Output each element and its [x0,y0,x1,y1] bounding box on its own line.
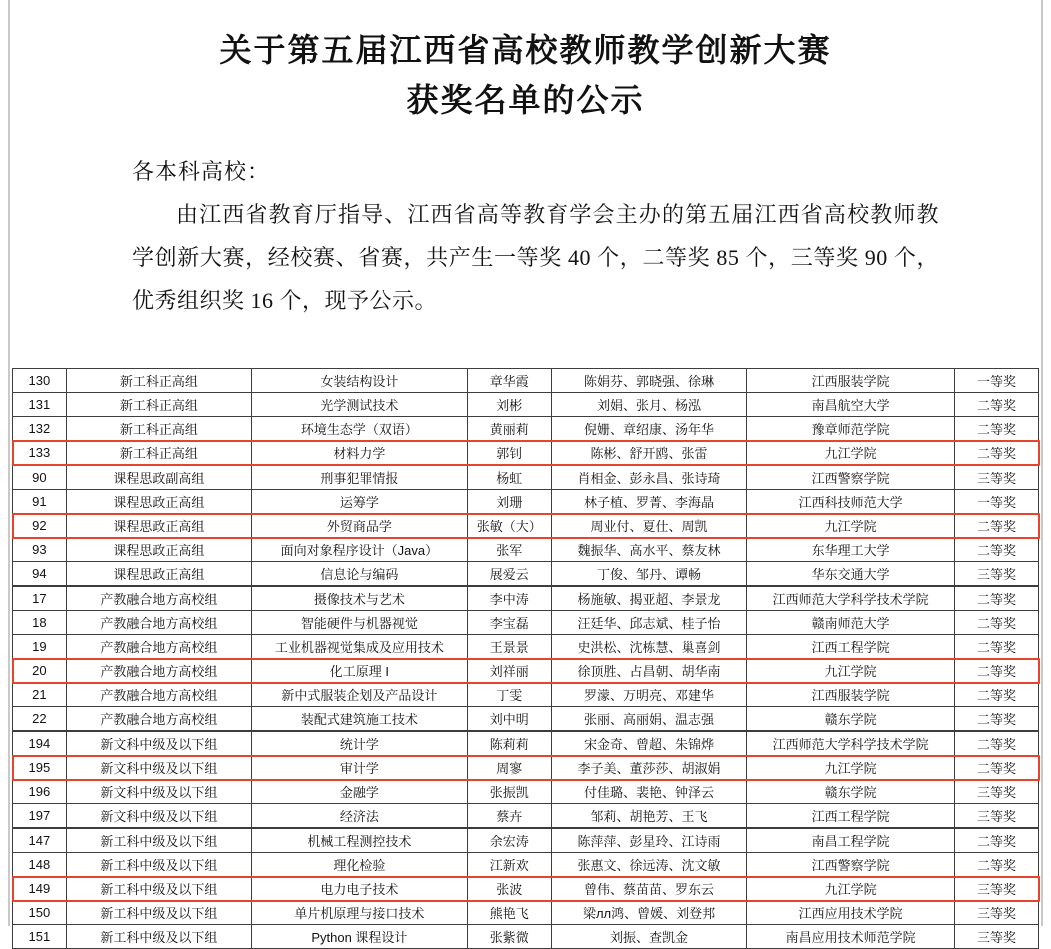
cell-course: 运筹学 [252,490,468,514]
cell-leader: 周寥 [467,756,551,780]
table-row[interactable] [13,683,1039,707]
cell-prize: 二等奖 [954,441,1038,466]
cell-leader: 刘祥丽 [467,659,551,683]
table-row[interactable] [13,925,1039,949]
cell-leader: 张波 [467,877,551,901]
cell-members: 梁лл鸿、曾媛、刘登邦 [551,901,746,925]
page-left-rule [8,0,10,926]
cell-id: 17 [13,586,67,611]
cell-prize: 二等奖 [954,853,1038,877]
table-row[interactable] [13,635,1039,659]
cell-id: 148 [13,853,67,877]
cell-prize: 二等奖 [954,659,1038,683]
cell-course: 统计学 [252,731,468,756]
document-body [0,151,1051,323]
cell-course: 信息论与编码 [252,562,468,587]
cell-school: 赣东学院 [747,780,955,804]
cell-school: 江西服装学院 [747,683,955,707]
cell-school: 赣南师范大学 [747,611,955,635]
table-row[interactable] [13,659,1039,683]
cell-school: 华东交通大学 [747,562,955,587]
cell-school: 江西警察学院 [747,465,955,490]
cell-members: 刘娟、张月、杨泓 [551,393,746,417]
cell-leader: 江新欢 [467,853,551,877]
table-row[interactable] [13,490,1039,514]
cell-leader: 王景景 [467,635,551,659]
table-row[interactable] [13,393,1039,417]
cell-school: 南昌航空大学 [747,393,955,417]
award-table [12,368,1039,949]
cell-group: 新工科正高组 [66,417,251,441]
cell-group: 新工科中级及以下组 [66,925,251,949]
cell-id: 194 [13,731,67,756]
cell-school: 江西师范大学科学技术学院 [747,586,955,611]
page-title-line-1: 关于第五届江西省高校教师教学创新大赛 [219,32,832,68]
cell-members: 丁俊、邹丹、谭畅 [551,562,746,587]
cell-school: 东华理工大学 [747,538,955,562]
table-row[interactable] [13,562,1039,587]
cell-id: 133 [13,441,67,466]
cell-leader: 余宏涛 [467,828,551,853]
cell-course: 审计学 [252,756,468,780]
cell-id: 147 [13,828,67,853]
cell-group: 产教融合地方高校组 [66,683,251,707]
cell-leader: 章华霞 [467,369,551,393]
cell-id: 94 [13,562,67,587]
cell-prize: 二等奖 [954,683,1038,707]
cell-leader: 刘彬 [467,393,551,417]
cell-course: 光学测试技术 [252,393,468,417]
cell-school: 江西师范大学科学技术学院 [747,731,955,756]
cell-leader: 郭钊 [467,441,551,466]
cell-group: 新工科中级及以下组 [66,853,251,877]
cell-group: 新工科中级及以下组 [66,901,251,925]
cell-group: 产教融合地方高校组 [66,586,251,611]
cell-prize: 三等奖 [954,901,1038,925]
cell-id: 92 [13,514,67,538]
cell-members: 史洪松、沈栋慧、巢喜剑 [551,635,746,659]
cell-prize: 一等奖 [954,490,1038,514]
cell-course: 新中式服装企划及产品设计 [252,683,468,707]
cell-id: 90 [13,465,67,490]
cell-group: 课程思政副高组 [66,465,251,490]
cell-leader: 黄丽莉 [467,417,551,441]
cell-school: 九江学院 [747,514,955,538]
cell-leader: 李中涛 [467,586,551,611]
cell-school: 江西警察学院 [747,853,955,877]
cell-id: 197 [13,804,67,829]
cell-school: 南昌工程学院 [747,828,955,853]
cell-members: 倪姗、章绍康、汤年华 [551,417,746,441]
table-row[interactable] [13,707,1039,732]
cell-school: 豫章师范学院 [747,417,955,441]
cell-course: 装配式建筑施工技术 [252,707,468,732]
cell-leader: 刘中明 [467,707,551,732]
cell-id: 22 [13,707,67,732]
cell-members: 邹莉、胡艳芳、王飞 [551,804,746,829]
award-table-wrapper [12,368,1039,949]
cell-course: 摄像技术与艺术 [252,586,468,611]
cell-group: 产教融合地方高校组 [66,707,251,732]
cell-id: 150 [13,901,67,925]
cell-group: 新工科中级及以下组 [66,877,251,901]
cell-members: 李子美、董莎莎、胡淑娟 [551,756,746,780]
cell-group: 新工科正高组 [66,393,251,417]
cell-id: 131 [13,393,67,417]
cell-members: 刘振、查凯金 [551,925,746,949]
cell-id: 149 [13,877,67,901]
cell-members: 陈萍萍、彭星玲、江诗雨 [551,828,746,853]
cell-leader: 张敏（大） [467,514,551,538]
cell-course: 面向对象程序设计（Java） [252,538,468,562]
cell-school: 赣东学院 [747,707,955,732]
cell-prize: 三等奖 [954,804,1038,829]
cell-group: 产教融合地方高校组 [66,659,251,683]
cell-group: 新文科中级及以下组 [66,756,251,780]
table-row[interactable] [13,369,1039,393]
cell-group: 课程思政正高组 [66,538,251,562]
cell-school: 江西工程学院 [747,635,955,659]
cell-prize: 一等奖 [954,369,1038,393]
cell-course: 刑事犯罪情报 [252,465,468,490]
cell-members: 罗濛、万明亮、邓建华 [551,683,746,707]
table-row[interactable] [13,804,1039,829]
cell-prize: 二等奖 [954,611,1038,635]
cell-members: 陈彬、舒开鸥、张雷 [551,441,746,466]
cell-prize: 三等奖 [954,877,1038,901]
cell-id: 91 [13,490,67,514]
cell-course: 环境生态学（双语） [252,417,468,441]
cell-members: 曾伟、蔡苗苗、罗东云 [551,877,746,901]
table-row[interactable] [13,586,1039,611]
cell-members: 肖相金、彭永昌、张诗琦 [551,465,746,490]
cell-prize: 三等奖 [954,465,1038,490]
cell-school: 南昌应用技术师范学院 [747,925,955,949]
cell-members: 徐顶胜、占昌朝、胡华南 [551,659,746,683]
cell-school: 江西服装学院 [747,369,955,393]
cell-id: 21 [13,683,67,707]
cell-school: 江西应用技术学院 [747,901,955,925]
cell-leader: 陈莉莉 [467,731,551,756]
cell-id: 151 [13,925,67,949]
table-row[interactable] [13,877,1039,901]
cell-school: 九江学院 [747,441,955,466]
table-row[interactable] [13,465,1039,490]
cell-school: 九江学院 [747,659,955,683]
table-row[interactable] [13,828,1039,853]
cell-group: 产教融合地方高校组 [66,635,251,659]
cell-id: 93 [13,538,67,562]
table-row[interactable] [13,756,1039,780]
cell-leader: 展爱云 [467,562,551,587]
cell-group: 产教融合地方高校组 [66,611,251,635]
cell-prize: 二等奖 [954,756,1038,780]
cell-course: Python 课程设计 [252,925,468,949]
cell-prize: 二等奖 [954,731,1038,756]
award-table-body [13,369,1039,949]
cell-prize: 二等奖 [954,586,1038,611]
cell-leader: 李宝磊 [467,611,551,635]
cell-group: 新文科中级及以下组 [66,731,251,756]
cell-course: 工业机器视觉集成及应用技术 [252,635,468,659]
cell-course: 单片机原理与接口技术 [252,901,468,925]
table-row[interactable] [13,441,1039,466]
cell-leader: 蔡卉 [467,804,551,829]
cell-members: 陈娟芬、郭晓强、徐琳 [551,369,746,393]
table-row[interactable] [13,901,1039,925]
cell-members: 汪廷华、邱志斌、桂子怡 [551,611,746,635]
table-row[interactable] [13,417,1039,441]
cell-members: 魏振华、高水平、蔡友林 [551,538,746,562]
cell-group: 新文科中级及以下组 [66,804,251,829]
cell-leader: 张振凯 [467,780,551,804]
cell-prize: 二等奖 [954,393,1038,417]
cell-prize: 二等奖 [954,538,1038,562]
cell-prize: 三等奖 [954,562,1038,587]
cell-prize: 二等奖 [954,707,1038,732]
cell-members: 杨施敏、揭亚超、李景龙 [551,586,746,611]
cell-group: 新文科中级及以下组 [66,780,251,804]
table-row[interactable] [13,853,1039,877]
cell-course: 智能硬件与机器视觉 [252,611,468,635]
cell-id: 132 [13,417,67,441]
cell-prize: 三等奖 [954,780,1038,804]
cell-id: 18 [13,611,67,635]
cell-members: 林子植、罗菁、李海晶 [551,490,746,514]
cell-prize: 二等奖 [954,417,1038,441]
cell-members: 付佳璐、裴艳、钟泽云 [551,780,746,804]
table-row[interactable] [13,611,1039,635]
cell-group: 课程思政正高组 [66,514,251,538]
cell-course: 理化检验 [252,853,468,877]
cell-members: 周业付、夏仕、周凯 [551,514,746,538]
cell-course: 外贸商品学 [252,514,468,538]
cell-group: 新工科正高组 [66,369,251,393]
cell-prize: 三等奖 [954,925,1038,949]
document-header [0,0,1051,125]
cell-group: 新工科中级及以下组 [66,828,251,853]
cell-members: 张丽、高丽娟、温志强 [551,707,746,732]
page-title-line-2: 获奖名单的公示 [406,81,645,118]
cell-course: 经济法 [252,804,468,829]
cell-school: 九江学院 [747,877,955,901]
cell-leader: 杨虹 [467,465,551,490]
cell-course: 化工原理 I [252,659,468,683]
cell-leader: 张军 [467,538,551,562]
cell-id: 195 [13,756,67,780]
cell-course: 电力电子技术 [252,877,468,901]
cell-id: 130 [13,369,67,393]
cell-prize: 二等奖 [954,828,1038,853]
cell-course: 材料力学 [252,441,468,466]
cell-course: 金融学 [252,780,468,804]
cell-members: 宋金奇、曾超、朱锦烨 [551,731,746,756]
cell-school: 江西工程学院 [747,804,955,829]
cell-leader: 丁雯 [467,683,551,707]
table-row[interactable] [13,514,1039,538]
page-right-rule [1041,0,1043,926]
cell-members: 张惠文、徐远涛、沈文敏 [551,853,746,877]
cell-course: 女装结构设计 [252,369,468,393]
table-row[interactable] [13,538,1039,562]
cell-group: 新工科正高组 [66,441,251,466]
cell-group: 课程思政正高组 [66,562,251,587]
body-paragraph: 由江西省教育厅指导、江西省高等教育学会主办的第五届江西省高校教师教学创新大赛，经校赛、省赛，共产生一等奖 40 个，二等奖 85 个，三等奖 90 个，优秀组织奖 16 个，现予公示。 [132,202,939,313]
cell-id: 196 [13,780,67,804]
cell-school: 九江学院 [747,756,955,780]
cell-group: 课程思政正高组 [66,490,251,514]
cell-prize: 二等奖 [954,514,1038,538]
table-row[interactable] [13,731,1039,756]
cell-course: 机械工程测控技术 [252,828,468,853]
salutation: 各本科高校： [132,159,271,185]
cell-leader: 熊艳飞 [467,901,551,925]
cell-prize: 二等奖 [954,635,1038,659]
table-row[interactable] [13,780,1039,804]
cell-leader: 刘珊 [467,490,551,514]
cell-school: 江西科技师范大学 [747,490,955,514]
cell-leader: 张紫微 [467,925,551,949]
cell-id: 20 [13,659,67,683]
cell-id: 19 [13,635,67,659]
